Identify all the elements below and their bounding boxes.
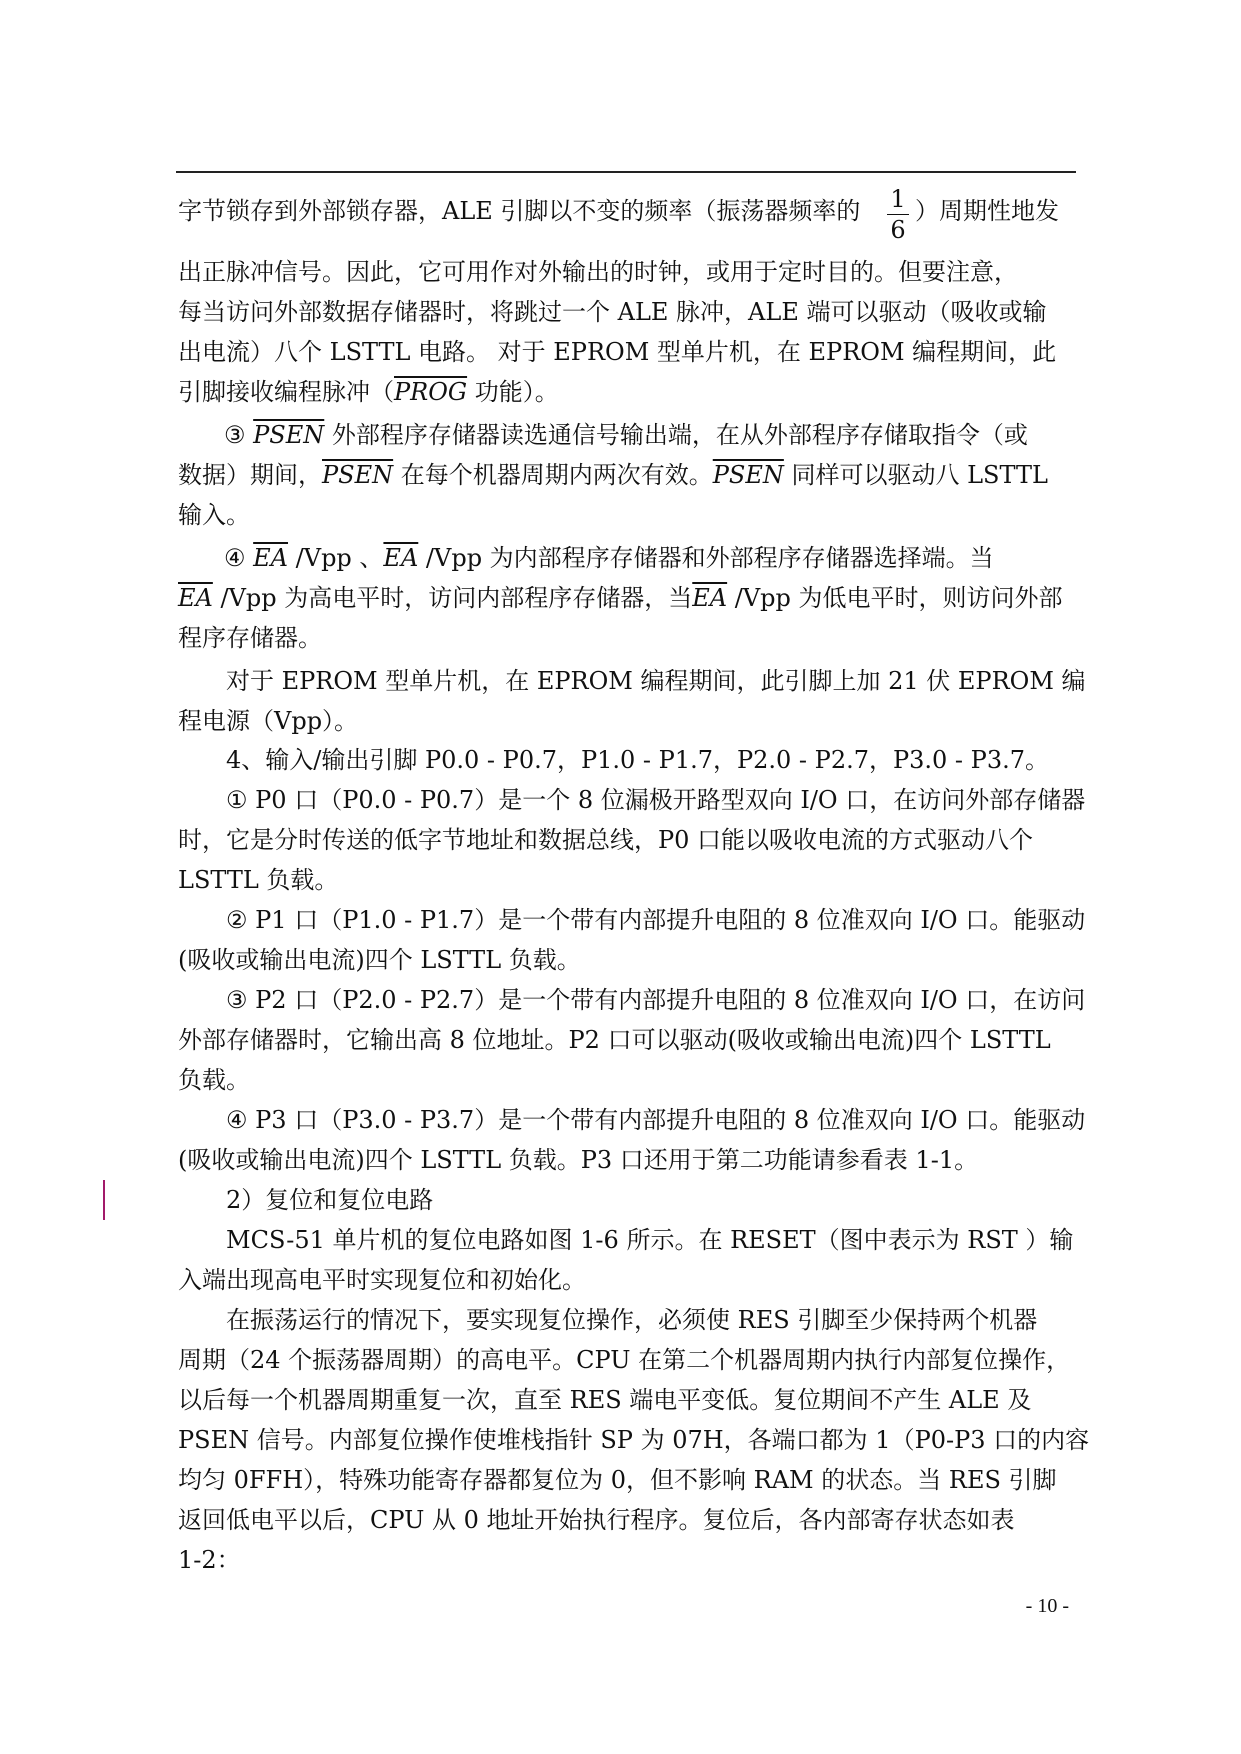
text-line: (吸收或输出电流)四个 LSTTL 负载。 (178, 946, 581, 974)
text-line: 在振荡运行的情况下，要实现复位操作，必须使 RES 引脚至少保持两个机器 (226, 1306, 1038, 1334)
text-line: 对于 EPROM 型单片机，在 EPROM 编程期间，此引脚上加 21 伏 EPROM 编 (226, 667, 1086, 695)
text-line: ③ PSEN 外部程序存储器读选通信号输出端，在从外部程序存储取指令（或 (224, 421, 1028, 449)
ea-signal: $\overline{EA}$ (253, 544, 289, 572)
text-line: 以后每一个机器周期重复一次，直至 RES 端电平变低。复位期间不产生 ALE 及 (178, 1386, 1032, 1414)
text-line: 4、输入/输出引脚 P0.0 - P0.7，P1.0 - P1.7，P2.0 - P2.7，P3.0 - P3.7。 (226, 746, 1049, 774)
text-line: 1-2： (178, 1546, 241, 1574)
psen-signal: PSEN (322, 461, 394, 489)
text-line: 均匀 0FFH），特殊功能寄存器都复位为 0，但不影响 RAM 的状态。当 RES 引脚 (178, 1466, 1057, 1494)
text-line: 时，它是分时传送的低字节地址和数据总线，P0 口能以吸收电流的方式驱动八个 (178, 826, 1034, 854)
ea-signal: $\overline{EA}$ (178, 584, 213, 612)
text-line: PSEN 信号。内部复位操作使堆栈指针 SP 为 07H，各端口都为 1（P0-P3 口的内容 (178, 1426, 1090, 1454)
text-line: 出电流）八个 LSTTL 电路。 对于 EPROM 型单片机，在 EPROM 编程期间，此 (178, 338, 1057, 366)
text-line: 返回低电平以后，CPU 从 0 地址开始执行程序。复位后，各内部寄存状态如表 (178, 1506, 1015, 1534)
text-line: LSTTL 负载。 (178, 866, 339, 894)
ea-signal: $\overline{EA}$ (383, 544, 419, 572)
text-line: ）周期性地发 (915, 197, 1059, 225)
page-number: - 10 - (1025, 1595, 1069, 1617)
text-line: ③ P2 口（P2.0 - P2.7）是一个带有内部提升电阻的 8 位准双向 I/O 口，在访问 (226, 986, 1086, 1014)
text-line: ② P1 口（P1.0 - P1.7）是一个带有内部提升电阻的 8 位准双向 I/O 口。能驱动 (226, 906, 1086, 934)
text-line: 每当访问外部数据存储器时，将跳过一个 ALE 脉冲，ALE 端可以驱动（吸收或输 (178, 298, 1047, 326)
text-line: 数据）期间，PSEN 在每个机器周期内两次有效。PSEN 同样可以驱动八 LSTTL (178, 461, 1048, 489)
text-line: 程电源（Vpp）。 (178, 707, 359, 735)
header-rule (176, 171, 1076, 173)
text-line: 入端出现高电平时实现复位和初始化。 (178, 1266, 586, 1294)
section-heading: 2）复位和复位电路 (226, 1186, 434, 1214)
text-line: 外部存储器时，它输出高 8 位地址。P2 口可以驱动(吸收或输出电流)四个 LSTTL (178, 1026, 1051, 1054)
text-line: ① P0 口（P0.0 - P0.7）是一个 8 位漏极开路型双向 I/O 口，在访问外部存储器 (226, 786, 1086, 814)
prog-signal: PROG (394, 378, 468, 406)
text-line: ④ P3 口（P3.0 - P3.7）是一个带有内部提升电阻的 8 位准双向 I/O 口。能驱动 (226, 1106, 1086, 1134)
text-line: 程序存储器。 (178, 624, 322, 652)
psen-signal: PSEN (253, 421, 325, 449)
ea-signal: $\overline{EA}$ (692, 584, 728, 612)
text-line: MCS-51 单片机的复位电路如图 1-6 所示。在 RESET（图中表示为 RST ）输 (226, 1226, 1074, 1254)
text-line: 出正脉冲信号。因此，它可用作对外输出的时钟，或用于定时目的。但要注意， (178, 258, 1018, 286)
text-line: 字节锁存到外部锁存器，ALE 引脚以不变的频率（振荡器频率的 (178, 197, 861, 225)
psen-signal: PSEN (712, 461, 784, 489)
text-line: 引脚接收编程脉冲（PROG 功能）。 (178, 378, 559, 406)
text-line: 周期（24 个振荡器周期）的高电平。CPU 在第二个机器周期内执行内部复位操作， (178, 1346, 1071, 1374)
text-line: $\overline{EA}$ /Vpp 为高电平时，访问内部程序存储器，当$\overline{EA}$ /Vpp 为低电平时，则访问外部 (178, 584, 1063, 612)
text-line: (吸收或输出电流)四个 LSTTL 负载。P3 口还用于第二功能请参看表 1-1。 (178, 1146, 979, 1174)
text-line: 输入。 (178, 501, 250, 529)
text-line: 负载。 (178, 1066, 250, 1094)
change-bar (103, 1180, 105, 1220)
text-line: ④ $\overline{EA}$ /Vpp 、$\overline{EA}$ /Vpp 为内部程序存储器和外部程序存储器选择端。当 (224, 544, 994, 572)
fraction-one-sixth: 1 6 (887, 186, 909, 243)
